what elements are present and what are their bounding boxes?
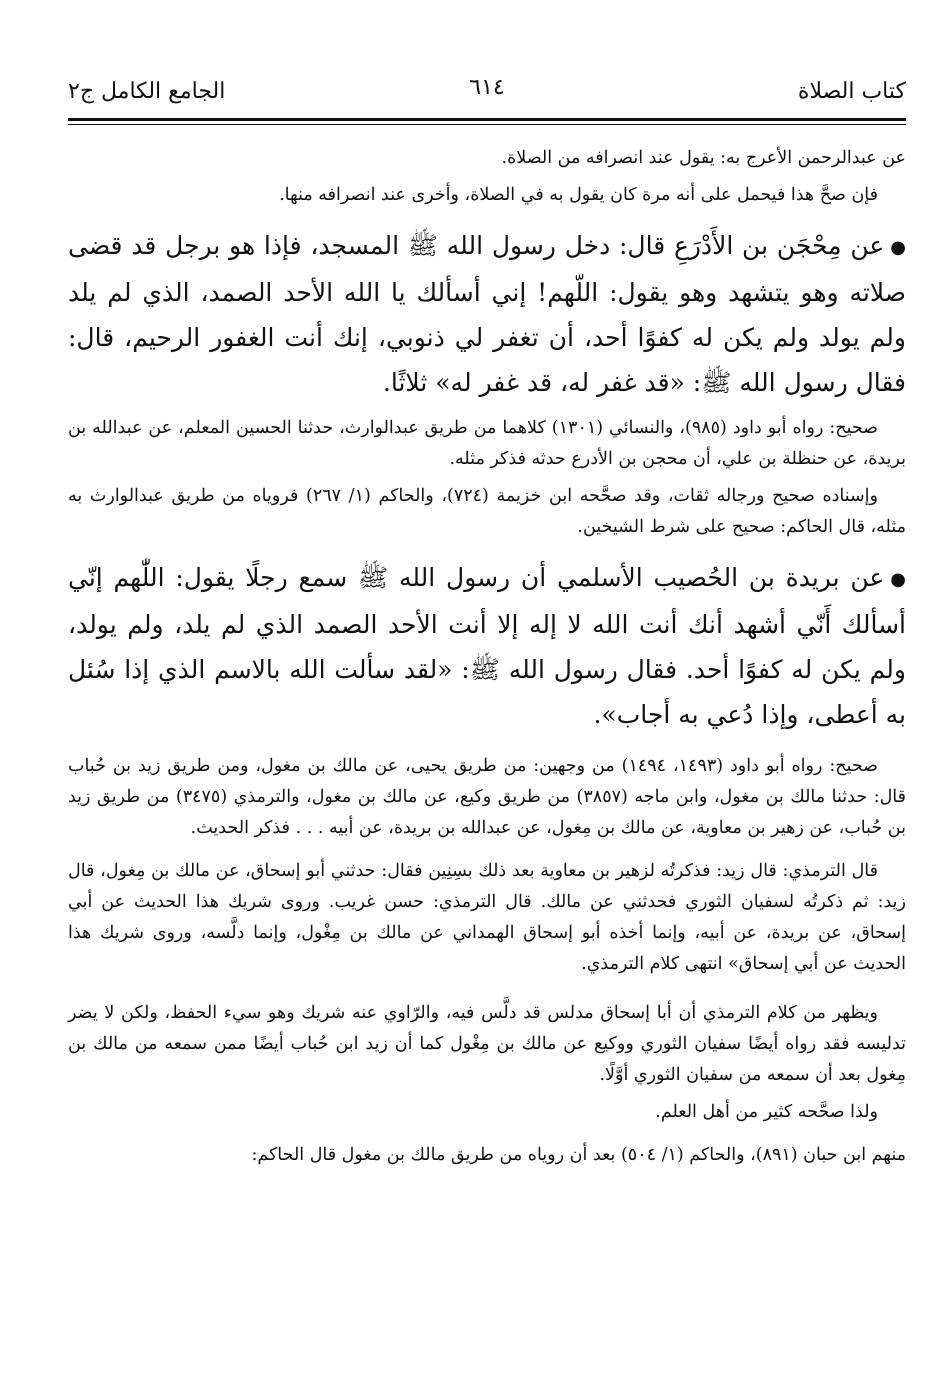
- hadith-paragraph: [68, 555, 906, 737]
- book-title: كتاب الصلاة: [797, 79, 906, 104]
- note-paragraph: قال الترمذي: قال زيد: فذكرتُه لزهير بن معاوية بعد ذلك بسِنِين فقال: حدثني أبو إسحاق، عن مالك بن مِغول، قال زيد: ثم ذكرتُه لسفيان الثوري فحدثني عن مالك. قال الترمذي: حسن غريب. وروى شريك هذا الحديث عن أبي إسحاق، عن بريدة، عن أبيه، وإنما أخذه أبو إسحاق الهمداني عن مالك بن مِغْول، وإنما دلَّسه، وروى شريك هذا الحديث عن أبي إسحاق» انتهى كلام الترمذي.: [68, 861, 906, 974]
- bullet-icon: ●: [890, 237, 906, 258]
- header-rule-thick: [68, 118, 906, 121]
- note-paragraph: عن عبدالرحمن الأعرج به: يقول عند انصرافه من الصلاة.: [501, 148, 906, 168]
- note-paragraph: وإسناده صحيح ورجاله ثقات، وقد صحَّحه ابن خزيمة (٧٢٤)، والحاكم (١/ ٢٦٧) فروياه من طريق عبدالوارث به مثله، قال الحاكم: صحيح على شرط الشيخين.: [68, 486, 906, 537]
- takhrij-paragraph: صحيح: رواه أبو داود (١٤٩٣، ١٤٩٤) من وجهين: من طريق يحيى، عن مالك بن مغول، ومن طريق زيد بن حُباب قال: حدثنا مالك بن مغول، وابن ماجه (٣٨٥٧) من طريق وكيع، عن مالك بن مغول، والترمذي (٣٤٧٥) من طريق زيد بن حُباب، عن زهير بن معاوية، عن مالك بن مِغول، عن عبدالله بن بريدة، عن أبيه . . . فذكر الحديث.: [68, 756, 906, 838]
- bullet-icon: ●: [890, 569, 906, 590]
- note-paragraph: فإن صحَّ هذا فيحمل على أنه مرة كان يقول به في الصلاة، وأخرى عند انصرافه منها.: [279, 185, 878, 205]
- volume-title: الجامع الكامل ج٢: [68, 79, 226, 104]
- takhrij-paragraph: صحيح: رواه أبو داود (٩٨٥)، والنسائي (١٣٠١) كلاهما من طريق عبدالوارث، حدثنا الحسين المعلم، عن عبدالله بن بريدة، عن حنظلة بن علي، أن محجن بن الأدرع حدثه فذكر مثله.: [68, 418, 906, 469]
- page-number: ٦١٤: [469, 75, 505, 100]
- hadith-text: عن مِحْجَن بن الأَدْرَعِ قال: دخل رسول الله ﷺ المسجد، فإذا هو برجل قد قضى صلاته وهو يتشهد وهو يقول: اللّهم! إني أسألك يا الله الأحد الصمد، الذي لم يلد ولم يولد ولم يكن له كفوًا أحد، أن تغفر لي ذنوبي، إنك أنت الغفور الرحيم، قال: فقال رسول الله ﷺ: «قد غفر له، قد غفر له» ثلاثًا.: [68, 231, 906, 397]
- hadith-paragraph: [68, 223, 906, 405]
- note-paragraph: منهم ابن حبان (٨٩١)، والحاكم (١/ ٥٠٤) بعد أن روياه من طريق مالك بن مغول قال الحاكم:: [251, 1145, 906, 1165]
- hadith-text: عن بريدة بن الحُصيب الأسلمي أن رسول الله ﷺ سمع رجلًا يقول: اللّٰهم إنّي أسألك أَنّي أشهد أنك أنت الله لا إله إلا أنت الأحد الصمد الذي لم يلد، ولم يولد، ولم يكن له كفوًا أحد. فقال رسول الله ﷺ: «لقد سألت الله بالاسم الذي إذا سُئل به أعطى، وإذا دُعي به أجاب».: [68, 563, 906, 729]
- book-page: [68, 70, 906, 1177]
- page-header: [68, 70, 906, 114]
- page-body: [68, 143, 906, 1171]
- note-paragraph: ولذا صحَّحه كثير من أهل العلم.: [655, 1102, 878, 1122]
- header-rule-thin: [68, 124, 906, 125]
- note-paragraph: ويظهر من كلام الترمذي أن أبا إسحاق مدلس قد دلَّس فيه، والرّاوي عنه شريك وهو سيء الحفظ، ولكن لا يضر تدليسه فقد رواه أيضًا سفيان الثوري ووكيع عن مالك بن مِغْول كما أن زيد ابن حُباب أيضًا ممن سمعه من مالك بن مِغول بعد أن سمعه من سفيان الثوري أوَّلًا.: [68, 1003, 906, 1085]
